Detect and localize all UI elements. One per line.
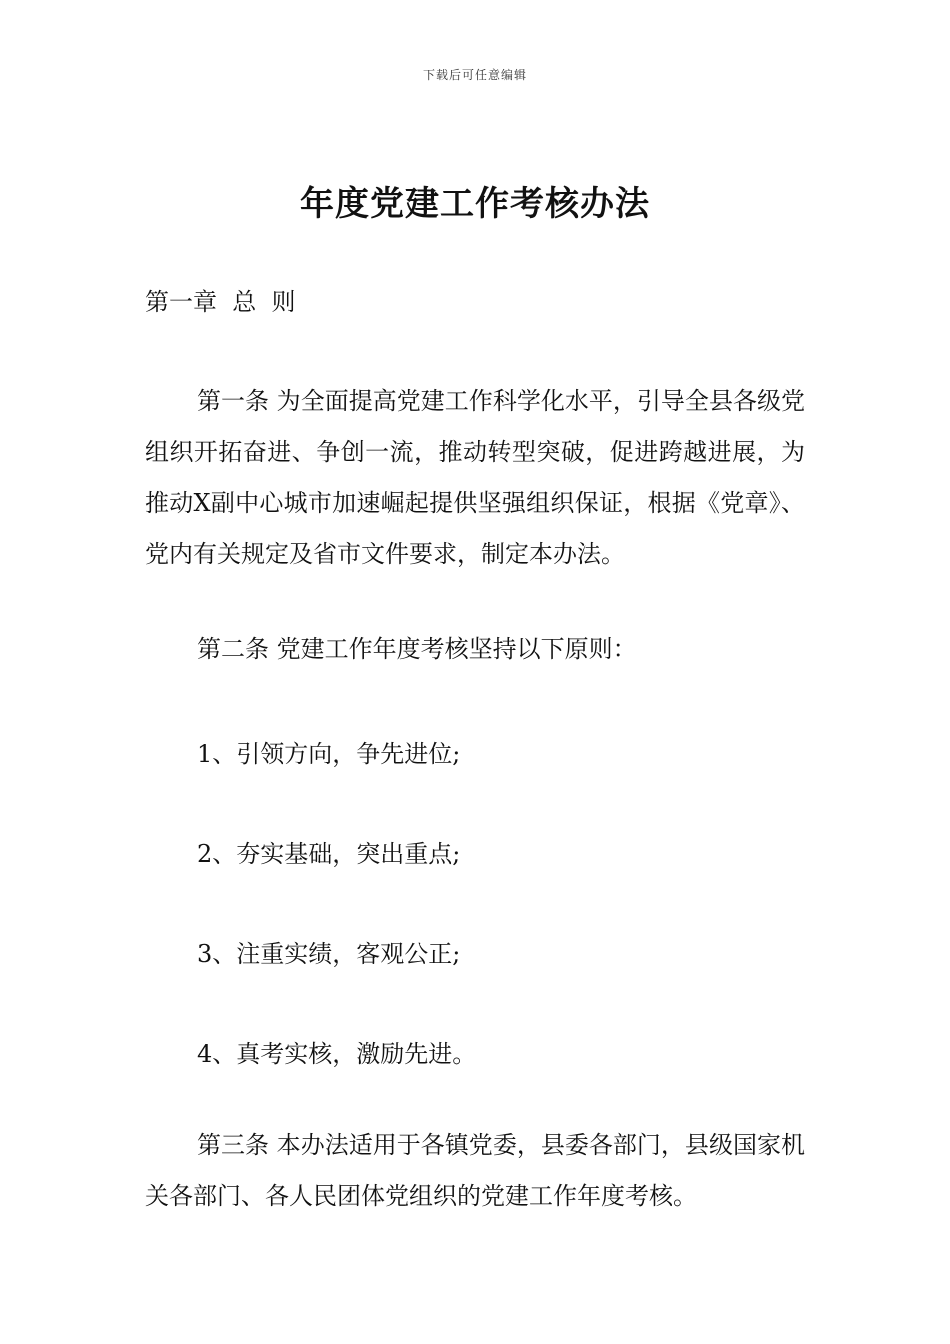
- article-1-paragraph: 第一条 为全面提高党建工作科学化水平，引导全县各级党组织开拓奋进、争创一流，推动转型突破，促进跨越进展，为推动X副中心城市加速崛起提供坚强组织保证，根据《党章》、党内有关规定及省市文件要求，制定本办法。: [145, 387, 805, 568]
- article-3-paragraph: 第三条 本办法适用于各镇党委，县委各部门，县级国家机关各部门、各人民团体党组织的党建工作年度考核。: [145, 1131, 805, 1210]
- document-title: 年度党建工作考核办法: [300, 184, 650, 224]
- page-header-note: 下载后可任意编辑: [422, 68, 527, 82]
- article-2-paragraph: 第二条 党建工作年度考核坚持以下原则：: [197, 635, 637, 663]
- principle-item-1: 1、引领方向，争先进位;: [197, 740, 461, 768]
- principle-item-4: 4、真考实核，激励先进。: [197, 1040, 477, 1068]
- principle-item-2: 2、夯实基础，突出重点;: [197, 840, 461, 868]
- chapter-heading: 第一章 总 则: [145, 288, 296, 316]
- principle-item-3: 3、注重实绩，客观公正;: [197, 940, 461, 968]
